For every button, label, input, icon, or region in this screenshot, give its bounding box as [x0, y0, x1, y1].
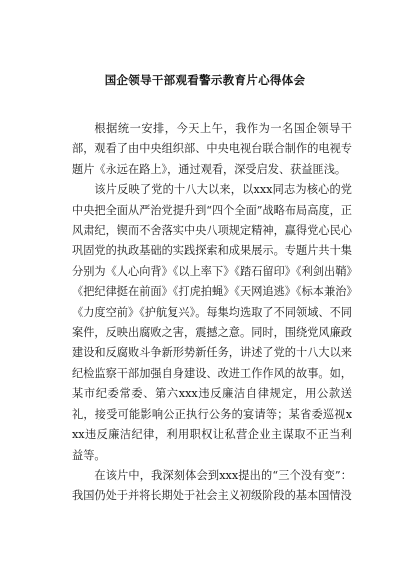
paragraph-3: 在该片中，我深刻体会到xxx提出的“三个没有变”：我国仍处于并将长期处于社会主义初级阶段的基本国情没: [72, 468, 352, 503]
paragraph-2: 该片反映了党的十八大以来，以xxx同志为核心的党中央把全面从严治党提升到“四个全面”战略布局高度，正风肃纪，锲而不舍落实中央八项规定精神，赢得党心民心巩固党的执政基础的实践探索和成果展示。专题片共十集分别为《人心向背》《以上率下》《踏石留印》《利剑出鞘》《把纪律挺在前面》《打虎拍蝇》《天网追逃》《标本兼治》《力度空前》《护航复兴》。每集均选取了不同领域、不同案件，反映出腐败之害，震撼之意。同时，围绕党风廉政建设和反腐败斗争新形势新任务，讲述了党的十八大以来纪检监察干部加强自身建设、改进工作作风的故事。如，某市纪委常委、第六xxx违反廉洁自律规定，用公款送礼，接受可能影响公正执行公务的宴请等；某省委巡视xxx违反廉洁纪律，利用职权让私营企业主谋取不正当利益等。: [72, 183, 352, 462]
document-title: 国企领导干部观看警示教育片心得体会: [104, 73, 306, 87]
paragraph-1: 根据统一安排，今天上午，我作为一名国企领导干部，观看了由中央组织部、中央电视台联合制作的电视专题片《永远在路上》，通过观看，深受启发、获益匪浅。: [72, 122, 352, 176]
document-body: [72, 119, 352, 507]
